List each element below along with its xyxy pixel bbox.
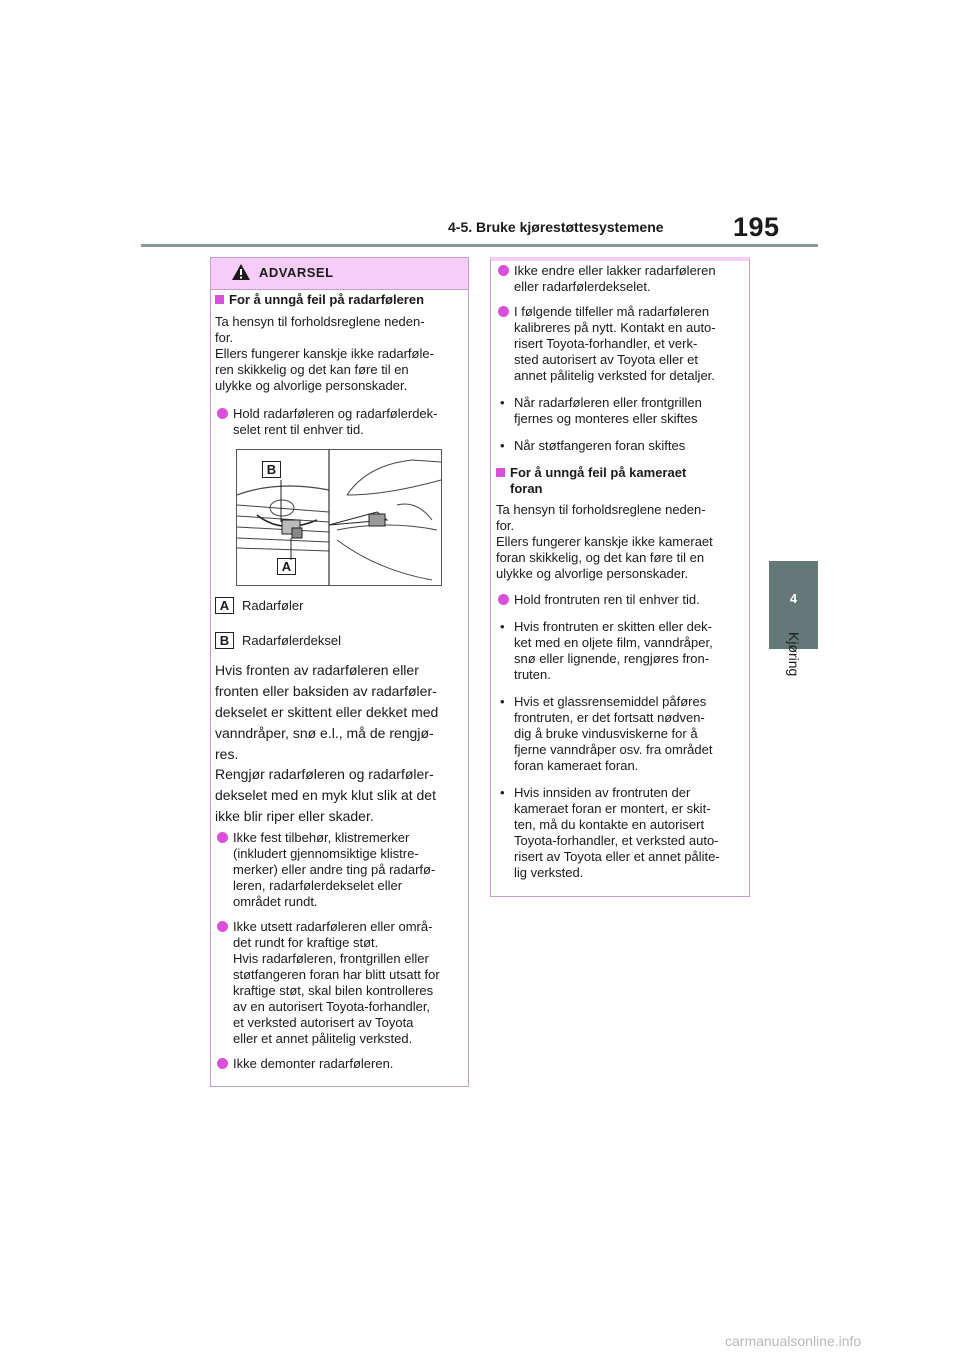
bullet-item: Ikke demonter radarføleren. xyxy=(215,1056,465,1072)
sub-bullet-item: • Hvis frontruten er skitten eller dek- ket med en oljete film, vanndråper, snø eller lignende, rengjøres fron- truten. xyxy=(496,619,746,683)
warning-content xyxy=(215,292,465,438)
bullet-item: Ikke fest tilbehør, klistremerker (inkludert gjennomsiktige klistre- merker) eller andre ting på radarfø- leren, radarfølerdekselet eller området rundt. xyxy=(215,830,465,910)
warning-paragraph-2: Rengjør radarføleren og radarføler- dekselet med en myk klut slik at det ikke blir riper eller skader. xyxy=(215,766,436,824)
round-bullet-icon xyxy=(217,832,228,843)
square-bullet-icon xyxy=(496,468,505,477)
header-rule xyxy=(141,244,818,247)
warning-paragraph-1: Hvis fronten av radarføleren eller fronten eller baksiden av radarføler- dekselet er skittent eller dekket med vanndråper, snø e.l., må de rengjø- res. xyxy=(215,662,439,762)
chapter-tab-label: Kjøring xyxy=(786,632,802,677)
callout-a: A xyxy=(277,558,296,575)
square-bullet-icon xyxy=(215,295,224,304)
warning-triangle-icon xyxy=(231,263,251,281)
legend-b-text: Radarfølerdeksel xyxy=(242,633,341,648)
right-content xyxy=(496,263,746,881)
camera-intro: Ta hensyn til forholdsreglene neden- for. Ellers fungerer kanskje ikke kameraet foran skikkelig, og det kan føre til en ulykke og alvorlige personskader. xyxy=(496,502,713,581)
sub-bullet-item: • Hvis et glassrensemiddel påføres frontruten, er det fortsatt nødven- dig å bruke vindusviskerne for å fjerne vanndråper osv. fra området foran kameraet foran. xyxy=(496,694,746,774)
bullet-item: I følgende tilfeller må radarføleren kalibreres på nytt. Kontakt en auto- risert Toyota-forhandler, et verk- sted autorisert av Toyota eller et annet pålitelig verksted for detaljer. xyxy=(496,304,746,384)
callout-b: B xyxy=(262,461,281,478)
legend-a-text: Radarføler xyxy=(242,598,304,613)
bullet-item: Hold frontruten ren til enhver tid. xyxy=(496,592,746,608)
legend-b-box: B xyxy=(215,632,234,649)
round-bullet-icon xyxy=(498,594,509,605)
bullet-item: Hold radarføleren og radarfølerdek- selet rent til enhver tid. xyxy=(215,406,465,438)
warning-header xyxy=(211,258,468,290)
sub-bullet-item: • Når radarføleren eller frontgrillen fjernes og monteres eller skiftes xyxy=(496,395,746,427)
section-title: 4-5. Bruke kjørestøttesystemene xyxy=(448,219,664,235)
bullet-item: Ikke utsett radarføleren eller områ- det rundt for kraftige støt. Hvis radarføleren, frontgrillen eller støtfangeren foran har blitt utsatt for kraftige støt, skal bilen kontrolleres av en autorisert Toyota-forhandler, et verksted autorisert av Toyota eller et annet pålitelig verksted. xyxy=(215,919,465,1047)
warning-title: ADVARSEL xyxy=(259,265,334,280)
chapter-tab[interactable]: 4 xyxy=(769,561,818,649)
warning-intro: Ta hensyn til forholdsreglene neden- for. Ellers fungerer kanskje ikke radarføle- ren skikkelig og det kan føre til en ulykke og alvorlige personskader. xyxy=(215,314,434,393)
round-bullet-icon xyxy=(498,306,509,317)
bullet-item: Ikke endre eller lakker radarføleren eller radarfølerdekselet. xyxy=(496,263,746,295)
warning-bullets xyxy=(215,830,465,1072)
warning-heading: For å unngå feil på radarføleren xyxy=(215,292,465,308)
sub-bullet-item: • Hvis innsiden av frontruten der kameraet foran er montert, er skit- ten, må du kontakte en autorisert Toyota-forhandler, et verksted auto- risert av Toyota eller et annet pålite- lig verksted. xyxy=(496,785,746,881)
camera-heading: For å unngå feil på kameraet foran xyxy=(496,465,746,497)
round-bullet-icon xyxy=(217,408,228,419)
watermark[interactable]: carmanualsonline.info xyxy=(725,1333,862,1349)
round-bullet-icon xyxy=(217,1058,228,1069)
round-bullet-icon xyxy=(498,265,509,276)
round-bullet-icon xyxy=(217,921,228,932)
sub-bullet-item: • Når støtfangeren foran skiftes xyxy=(496,438,746,454)
legend-a-box: A xyxy=(215,597,234,614)
page-number: 195 xyxy=(733,212,780,242)
